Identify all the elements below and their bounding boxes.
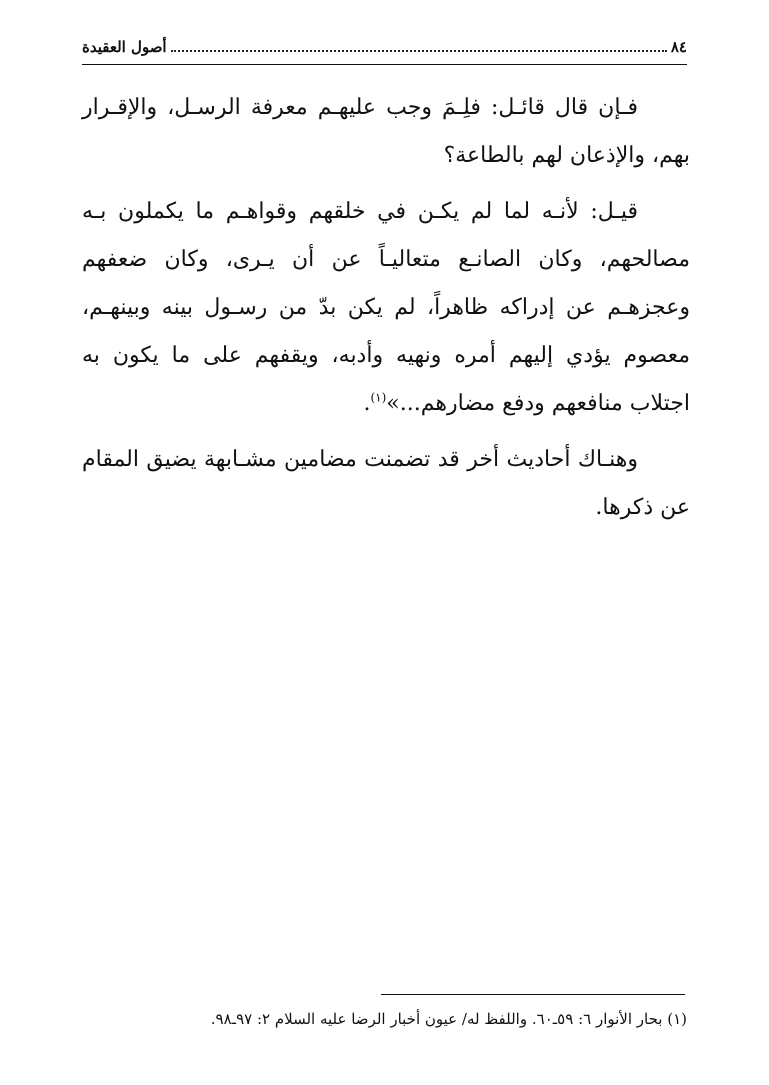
answer-period: .: [363, 391, 371, 416]
page-number: ٨٤: [670, 38, 687, 56]
running-title: أصول العقيدة: [82, 38, 167, 56]
paragraph-question: فـإن قال قائـل: فلِـمَ وجب عليهـم معرفة الرسـل، والإقـرار بهم، والإذعان لهم بالطاعة؟: [82, 95, 690, 168]
main-text: [82, 84, 690, 546]
paragraph-answer: قيـل: لأنـه لما لم يكـن في خلقهم وقواهـم ما يكملون بـه مصالحهم، وكان الصانـع متعاليـاً عن أن يـرى، وكان ضعفهم وعجزهـم عن إدراكه ظاهراً، لم يكن بدّ من رسـول بينه وبينهـم، معصوم يؤدي إليهم أمره ونهيه وأدبه، ويقفهم على ما يكون به اجتلاب منافعهم ودفع مضارهم...»$^{(١)}$.: [82, 199, 690, 416]
paragraph-closing: وهنـاك أحاديث أخر قد تضمنت مضامين مشـابهة يضيق المقام عن ذكرها.: [82, 447, 690, 520]
header-rule: [82, 64, 687, 65]
header-leader-dots: [171, 48, 667, 52]
footnote: (١) بحار الأنوار ٦: ٥٩ـ٦٠. واللفظ له/ عيون أخبار الرضا عليه السلام ٢: ٩٧ـ٩٨.: [210, 1010, 687, 1028]
running-header: [82, 32, 687, 62]
footnote-rule: [381, 994, 685, 995]
footnote-marker: (١): [370, 390, 387, 405]
